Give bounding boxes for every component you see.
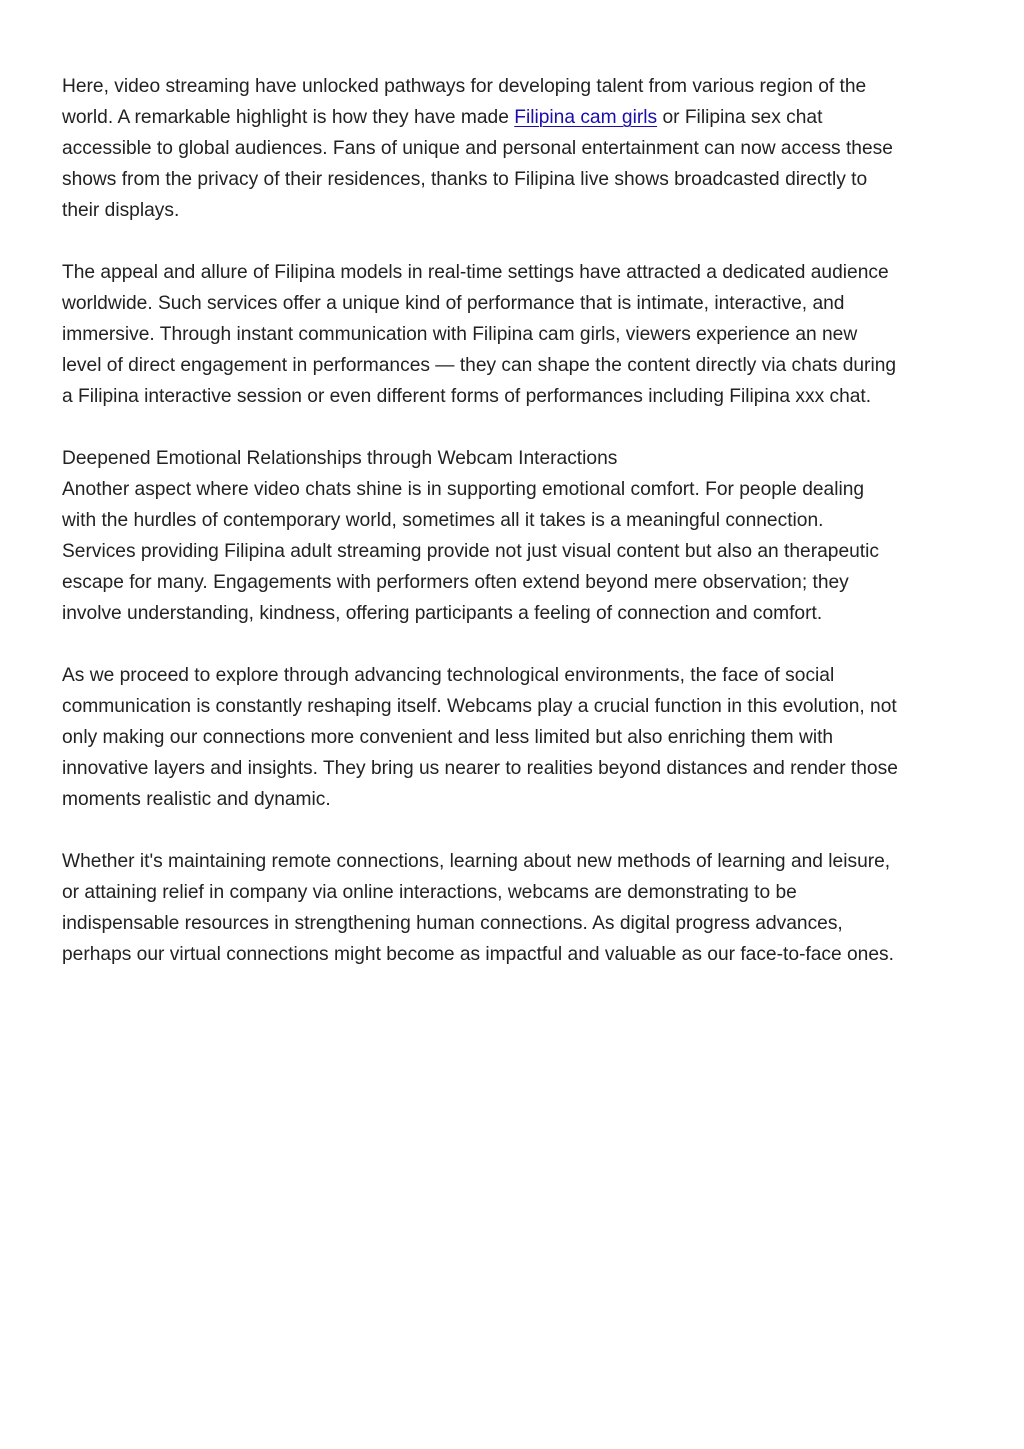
text-line: communication is constantly reshaping itself. Webcams play a crucial function in this evolution, not xyxy=(62,696,897,717)
text-line: Whether it's maintaining remote connections, learning about new methods of learning and leisure, xyxy=(62,851,891,872)
text-line: shows from the privacy of their residences, thanks to Filipina live shows broadcasted directly to xyxy=(62,169,868,190)
text-line: innovative layers and insights. They bring us nearer to realities beyond distances and render those xyxy=(62,758,898,779)
text-line-with-link xyxy=(62,102,968,133)
text-line: Here, video streaming have unlocked pathways for developing talent from various region of the xyxy=(62,76,867,97)
text-line: escape for many. Engagements with performers often extend beyond mere observation; they xyxy=(62,572,849,593)
text-line: perhaps our virtual connections might become as impactful and valuable as our face-to-face ones. xyxy=(62,944,894,965)
text-line: Services providing Filipina adult streaming provide not just visual content but also an therapeutic xyxy=(62,541,879,562)
paragraph-conclusion xyxy=(62,846,968,970)
document-body xyxy=(62,71,968,1001)
text-line: only making our connections more convenient and less limited but also enriching them with xyxy=(62,727,834,748)
text-line: moments realistic and dynamic. xyxy=(62,789,331,810)
text-line: indispensable resources in strengthening human connections. As digital progress advances, xyxy=(62,913,843,934)
text-line: a Filipina interactive session or even different forms of performances including Filipina xxx chat. xyxy=(62,386,872,407)
text-line: their displays. xyxy=(62,200,180,221)
filipina-cam-girls-link[interactable]: Filipina cam girls xyxy=(514,107,658,128)
paragraph-appeal xyxy=(62,257,968,412)
text-line: involve understanding, kindness, offering participants a feeling of connection and comfort. xyxy=(62,603,823,624)
text-line: worldwide. Such services offer a unique kind of performance that is intimate, interactive, and xyxy=(62,293,845,314)
paragraph-technology xyxy=(62,660,968,815)
text-line: Another aspect where video chats shine is in supporting emotional comfort. For people dealing xyxy=(62,479,865,500)
text-segment: world. A remarkable highlight is how they have made xyxy=(62,107,515,128)
text-line: As we proceed to explore through advancing technological environments, the face of social xyxy=(62,665,835,686)
text-line: with the hurdles of contemporary world, sometimes all it takes is a meaningful connection. xyxy=(62,510,824,531)
text-line: level of direct engagement in performances — they can shape the content directly via chats during xyxy=(62,355,897,376)
section-heading: Deepened Emotional Relationships through Webcam Interactions xyxy=(62,448,618,469)
paragraph-emotional xyxy=(62,443,968,629)
text-segment: or Filipina sex chat xyxy=(657,107,823,128)
text-line: immersive. Through instant communication with Filipina cam girls, viewers experience an new xyxy=(62,324,858,345)
text-line: or attaining relief in company via online interactions, webcams are demonstrating to be xyxy=(62,882,797,903)
text-line: accessible to global audiences. Fans of unique and personal entertainment can now access these xyxy=(62,138,893,159)
paragraph-intro xyxy=(62,71,968,226)
text-line: The appeal and allure of Filipina models in real-time settings have attracted a dedicated audience xyxy=(62,262,889,283)
